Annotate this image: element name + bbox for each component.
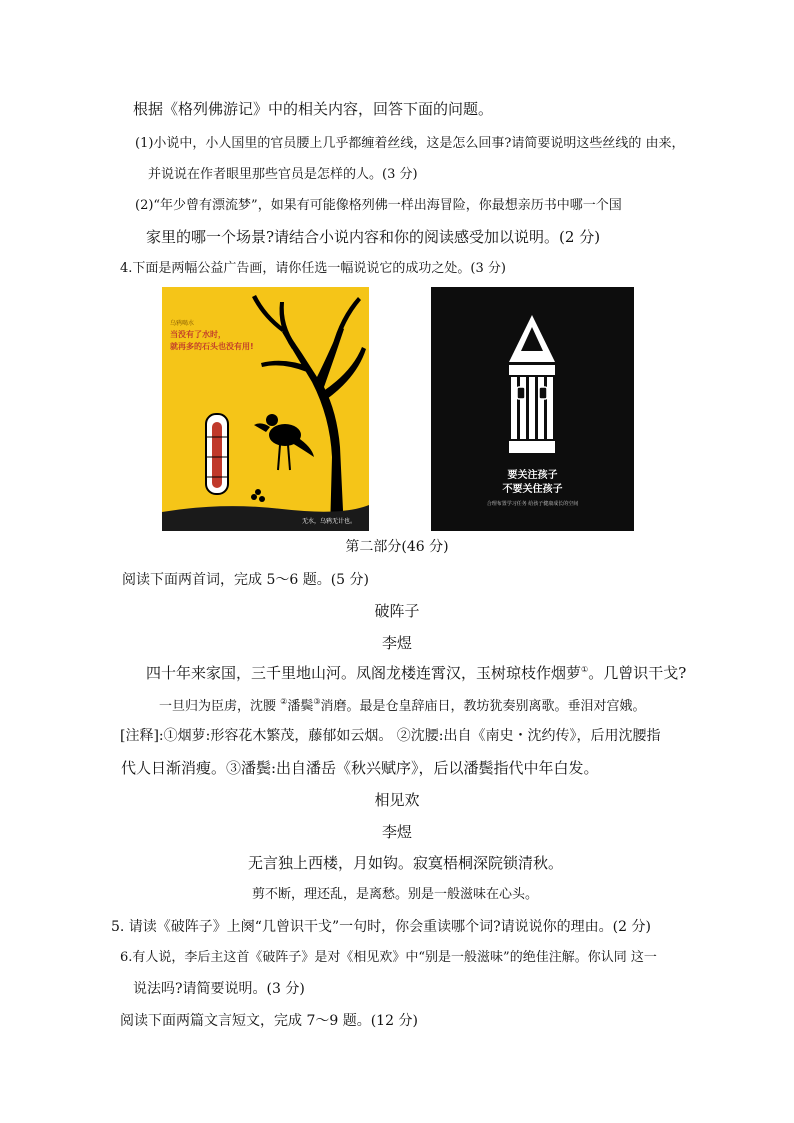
poem1-author: 李煜 — [381, 634, 412, 652]
part2-instruction: 阅读下面两首词，完成 5～6 题。(5 分) — [122, 572, 369, 588]
q5-text: 5. 请读《破阵子》上阕“几曾识干戈”一句时，你会重读哪个词?请说说你的理由。(2 分) — [111, 919, 651, 935]
q6-line2: 说法吗?请简要说明。(3 分) — [133, 981, 305, 997]
poster2-headline-1: 要关注孩子 — [507, 470, 558, 481]
part3-instruction: 阅读下面两篇文言短文，完成 7～9 题。(12 分) — [120, 1013, 418, 1029]
q3-sub1-line2: 并说说在作者眼里那些官员是怎样的人。(3 分) — [148, 167, 418, 182]
q3-intro: 根据《格列佛游记》中的相关内容，回答下面的问题。 — [133, 100, 494, 118]
poem2-title: 相见欢 — [374, 791, 420, 809]
part2-heading: 第二部分(46 分) — [345, 539, 449, 555]
poster2-headline-2: 不要关住孩子 — [502, 484, 563, 495]
poster-pencil-child — [431, 287, 634, 531]
poem2-author: 李煜 — [381, 823, 412, 841]
poster1-headline-2: 就再多的石头也没有用! — [170, 342, 254, 351]
poem1-notes-line2: 代人日渐消瘦。③潘鬓:出自潘岳《秋兴赋序》，后以潘鬓指代中年白发。 — [121, 759, 599, 777]
poster-crow-water — [162, 287, 369, 531]
poster1-footer: 无水，乌鸦无计也。 — [302, 518, 357, 525]
poem1-line2: 一旦归为臣虏，沈腰 ②潘鬓③消磨。最是仓皇辞庙日，教坊犹奏别离歌。垂泪对宫娥。 — [159, 697, 646, 714]
poster1-tag: 乌鸦喝水 — [170, 320, 195, 327]
q3-sub1-line1: (1)小说中，小人国里的官员腰上几乎都缠着丝线，这是怎么回事?请简要说明这些丝线的 由来， — [135, 136, 685, 151]
poem2-line2: 剪不断，理还乱，是离愁。别是一般滋味在心头。 — [252, 887, 539, 902]
q4-prompt: 4.下面是两幅公益广告画，请你任选一幅说说它的成功之处。(3 分) — [120, 261, 506, 276]
q3-sub2-line1: (2)“年少曾有漂流梦”，如果有可能像格列佛一样出海冒险，你最想亲历书中哪一个国 — [135, 198, 622, 213]
q3-sub2-line2: 家里的哪一个场景?请结合小说内容和你的阅读感受加以说明。(2 分) — [146, 228, 601, 246]
poem1-title: 破阵子 — [374, 602, 420, 620]
poster2-subline: 合理布置学习任务 给孩子健康成长的空间 — [486, 501, 579, 507]
q6-line1: 6.有人说，李后主这首《破阵子》是对《相见欢》中“别是一般滋味”的绝佳注解。你认同 这一 — [120, 950, 657, 965]
poster1-headline-1: 当没有了水时， — [170, 330, 226, 339]
poem1-notes-line1: [注释]:①烟萝:形容花木繁茂，藤郁如云烟。 ②沈腰:出自《南史・沈约传》，后用沈腰指 — [120, 728, 661, 744]
poem2-line1: 无言独上西楼，月如钩。寂寞梧桐深院锁清秋。 — [248, 854, 564, 872]
poem1-line1: 四十年来家国，三千里地山河。凤阁龙楼连霄汉，玉树琼枝作烟萝①。几曾识干戈? — [146, 664, 687, 682]
